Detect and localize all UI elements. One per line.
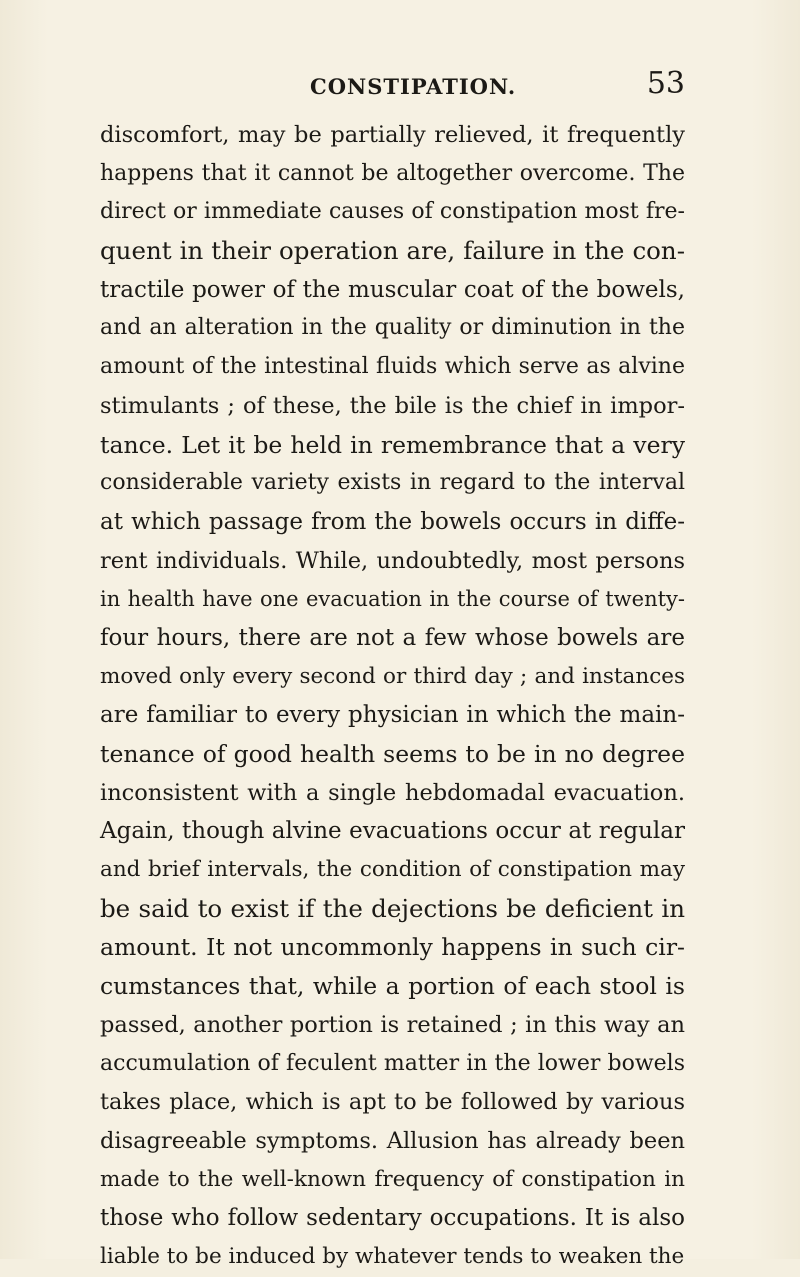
text-line: those who follow sedentary occupations. It is also (100, 1205, 685, 1232)
text-line: four hours, there are not a few whose bowels are (100, 624, 685, 651)
text-line: happens that it cannot be altogether overcome. The (100, 160, 685, 186)
text-line: takes place, which is apt to be followed by various (100, 1089, 685, 1116)
text-line: inconsistent with a single hebdomadal evacuation. (100, 779, 685, 806)
text-line: tance. Let it be held in remembrance that a very (100, 430, 685, 459)
text-line: quent in their operation are, failure in the con- (100, 236, 685, 266)
text-line: at which passage from the bowels occurs in diffe- (100, 508, 685, 535)
text-line: are familiar to every physician in which the main- (100, 702, 685, 729)
text-line: stimulants ; of these, the bile is the chief in impor- (100, 392, 685, 419)
text-line: tractile power of the muscular coat of the bowels, (100, 276, 685, 303)
text-line: amount. It not uncommonly happens in such cir- (100, 933, 685, 962)
text-line: considerable variety exists in regard to the interval (100, 470, 685, 496)
text-line: and an alteration in the quality or diminution in the (100, 315, 685, 341)
text-line: amount of the intestinal fluids which serve as alvine (100, 354, 685, 380)
text-line: made to the well-known frequency of constipation in (100, 1166, 685, 1192)
text-line: discomfort, may be partially relieved, it frequently (100, 122, 685, 148)
text-line: cumstances that, while a portion of each stool is (100, 972, 685, 1001)
body-text (100, 116, 685, 1277)
text-line: disagreeable symptoms. Allusion has already been (100, 1127, 685, 1154)
text-line: tenance of good health seems to be in no degree (100, 740, 685, 768)
text-line: in health have one evacuation in the course of twenty- (100, 587, 685, 612)
text-line: moved only every second or third day ; and instances (100, 663, 685, 689)
text-line: Again, though alvine evacuations occur at regular (100, 818, 685, 845)
text-line: rent individuals. While, undoubtedly, most persons (100, 547, 685, 574)
running-title: CONSTIPATION. (310, 74, 517, 99)
text-line: be said to exist if the dejections be deficient in (100, 893, 685, 923)
text-line: direct or immediate causes of constipation most fre- (100, 199, 685, 225)
text-line: accumulation of feculent matter in the lower bowels (100, 1050, 685, 1076)
text-line: passed, another portion is retained ; in this way an (100, 1011, 685, 1038)
text-line: and brief intervals, the condition of constipation may (100, 857, 685, 883)
running-head (100, 66, 685, 106)
text-line: liable to be induced by whatever tends to weaken the (100, 1243, 685, 1269)
page-number: 53 (646, 66, 685, 101)
